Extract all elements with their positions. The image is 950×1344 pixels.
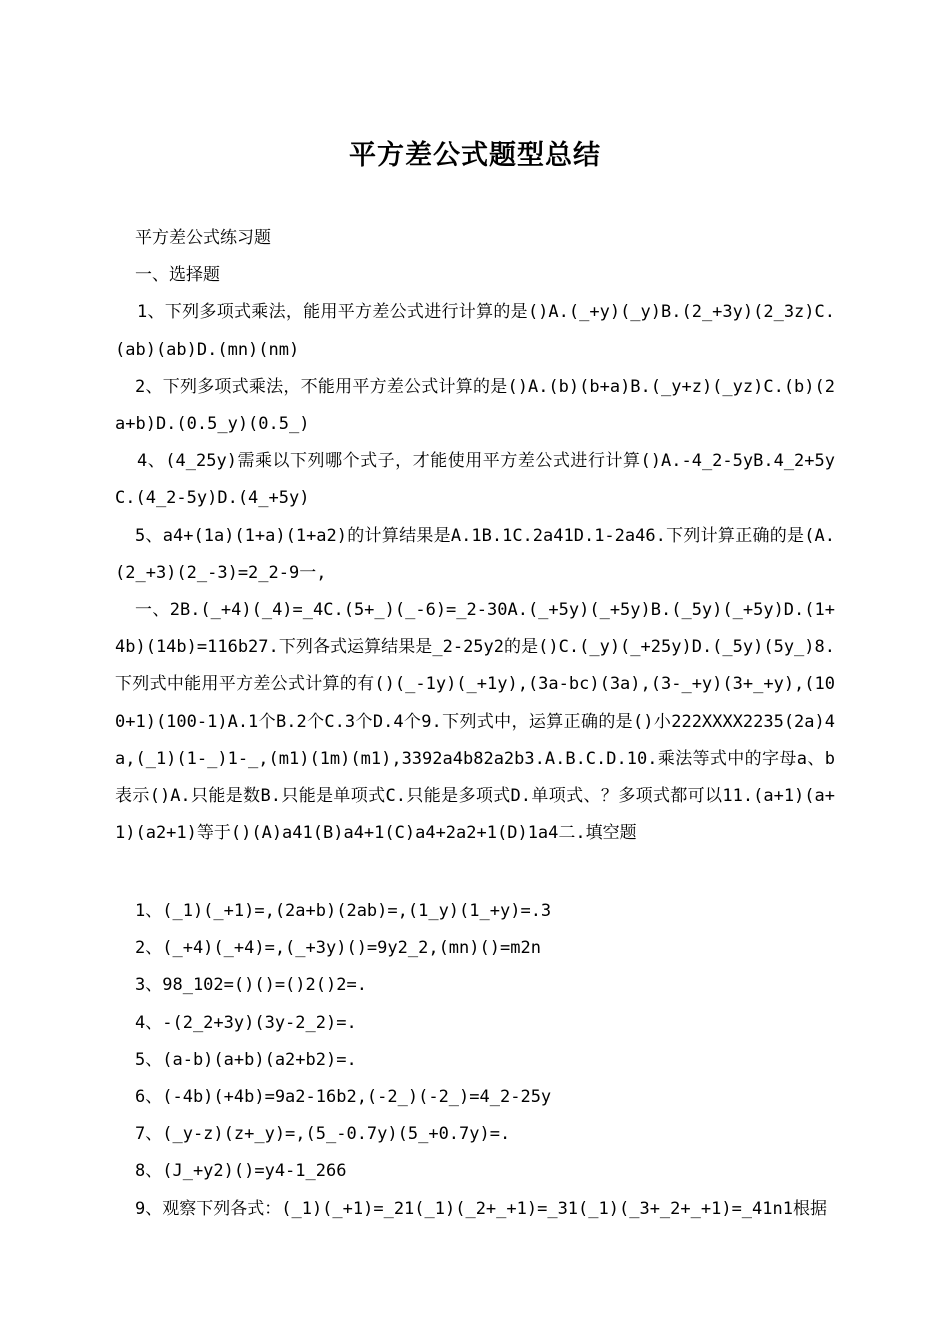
fill-item-4: 4、-(2_2+3y)(3y-2_2)=. <box>135 1012 357 1033</box>
choice-section <box>115 220 835 852</box>
question-5: 5、a4+(1a)(1+a)(1+a2)的计算结果是A.1B.1C.2a41D.1-2a46.下列计算正确的是(A.(2_+3)(2_-3)=2_2-9一, <box>115 525 835 583</box>
fill-item-9: 9、观察下列各式：(_1)(_+1)=_21(_1)(_2+_+1)=_31(_1)(_3+_2+_+1)=_41n1根据 <box>135 1198 827 1219</box>
fill-item-1: 1、(_1)(_+1)=,(2a+b)(2ab)=,(1_y)(1_+y)=.3 <box>135 901 552 921</box>
section-subheading: 一、选择题 <box>135 265 220 286</box>
fill-item-5: 5、(a-b)(a+b)(a2+b2)=. <box>135 1049 357 1070</box>
fill-item-7: 7、(_y-z)(z+_y)=,(5_-0.7y)(5_+0.7y)=. <box>135 1124 511 1145</box>
fill-blank-section <box>115 893 835 1228</box>
fill-item-8: 8、(J_+y2)()=y4-1_266 <box>135 1161 347 1182</box>
fill-item-2: 2、(_+4)(_+4)=,(_+3y)()=9y2_2,(mn)()=m2n <box>135 938 541 959</box>
fill-item-3: 3、98_102=()()=()2()2=. <box>135 975 367 996</box>
question-1: 1、下列多项式乘法，能用平方差公式进行计算的是()A.(_+y)(_y)B.(2_+3y)(2_3z)C.(ab)(ab)D.(mn)(nm) <box>115 302 835 360</box>
page-title: 平方差公式题型总结 <box>349 140 601 171</box>
fill-item-6: 6、(-4b)(+4b)=9a2-16b2,(-2_)(-2_)=4_2-25y <box>135 1087 552 1108</box>
section-heading: 平方差公式练习题 <box>135 228 271 248</box>
question-2: 2、下列多项式乘法，不能用平方差公式计算的是()A.(b)(b+a)B.(_y+z)(_yz)C.(b)(2a+b)D.(0.5_y)(0.5_) <box>115 376 835 435</box>
question-4: 4、(4_25y)需乘以下列哪个式子，才能使用平方差公式进行计算()A.-4_2-5yB.4_2+5yC.(4_2-5y)D.(4_+5y) <box>115 451 835 509</box>
question-6-11: 一、2B.(_+4)(_4)=_4C.(5+_)(_-6)=_2-30A.(_+5y)(_+5y)B.(_5y)(_+5y)D.(1+4b)(14b)=116b27.下列各式运算结果是_2-25y2的是()C.(_y)(_+25y)D.(_5y)(5y_)8.下列式中能用平方差公式计算的有()(_-1y)(_+1y),(3a-bc)(3a),(3-_+y)(3+_+y),(100+1)(100-1)A.1个B.2个C.3个D.4个9.下列式中，运算正确的是()小222XXXX2235(2a)4a,(_1)(1-_)1-_,(m1)(1m)(m1),3392a4b82a2b3.A.B.C.D.10.乘法等式中的字母a、b表示()A.只能是数B.只能是单项式C.只能是多项式D.单项式、？多项式都可以11.(a+1)(a+1)(a2+1)等于()(A)a41(B)a4+1(C)a4+2a2+1(D)1a4二.填空题 <box>115 600 835 844</box>
